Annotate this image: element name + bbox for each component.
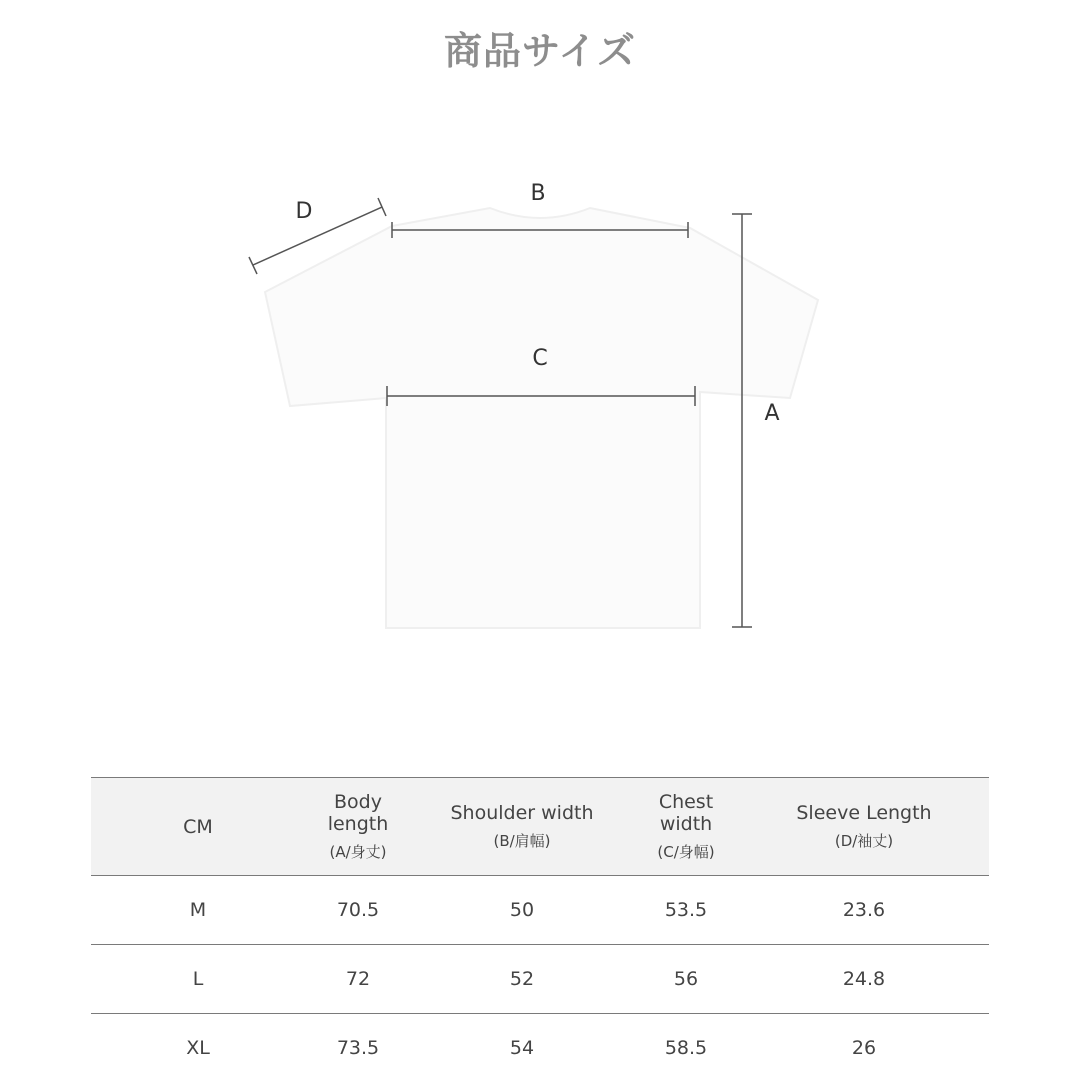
label-d: D bbox=[295, 199, 313, 224]
sleeve-length-value: 24.8 bbox=[842, 968, 886, 990]
table-row bbox=[91, 945, 989, 1014]
body-length-value: 73.5 bbox=[336, 1037, 380, 1060]
body-length-value: 72 bbox=[345, 968, 371, 990]
size-label: XL bbox=[186, 1037, 210, 1060]
table-row bbox=[91, 876, 989, 945]
sleeve-length-value: 23.6 bbox=[842, 899, 886, 921]
header-sleeve-length: Sleeve Length (D/袖丈) bbox=[796, 802, 932, 850]
size-label: M bbox=[189, 899, 207, 921]
table-row bbox=[91, 1014, 989, 1083]
label-b: B bbox=[530, 181, 546, 206]
body-length-value: 70.5 bbox=[336, 899, 380, 921]
shoulder-width-value: 50 bbox=[509, 899, 535, 921]
page-title: 商品サイズ bbox=[444, 29, 636, 73]
chest-width-value: 56 bbox=[673, 968, 699, 990]
sleeve-length-value: 26 bbox=[851, 1037, 877, 1060]
size-table bbox=[91, 777, 989, 1083]
header-chest-width: Chest width (C/身幅) bbox=[657, 791, 715, 861]
shoulder-width-value: 54 bbox=[509, 1037, 535, 1060]
shoulder-width-value: 52 bbox=[509, 968, 535, 990]
header-body-length: Body length (A/身丈) bbox=[327, 791, 389, 861]
chest-width-value: 53.5 bbox=[664, 899, 708, 921]
label-a: A bbox=[764, 401, 780, 426]
label-c: C bbox=[532, 346, 548, 371]
header-shoulder-width: Shoulder width (B/肩幅) bbox=[450, 802, 594, 850]
size-label: L bbox=[192, 968, 204, 990]
chest-width-value: 58.5 bbox=[664, 1037, 708, 1060]
table-header-row bbox=[91, 778, 989, 876]
tshirt-shape bbox=[265, 208, 818, 628]
header-cm: CM bbox=[183, 815, 213, 838]
